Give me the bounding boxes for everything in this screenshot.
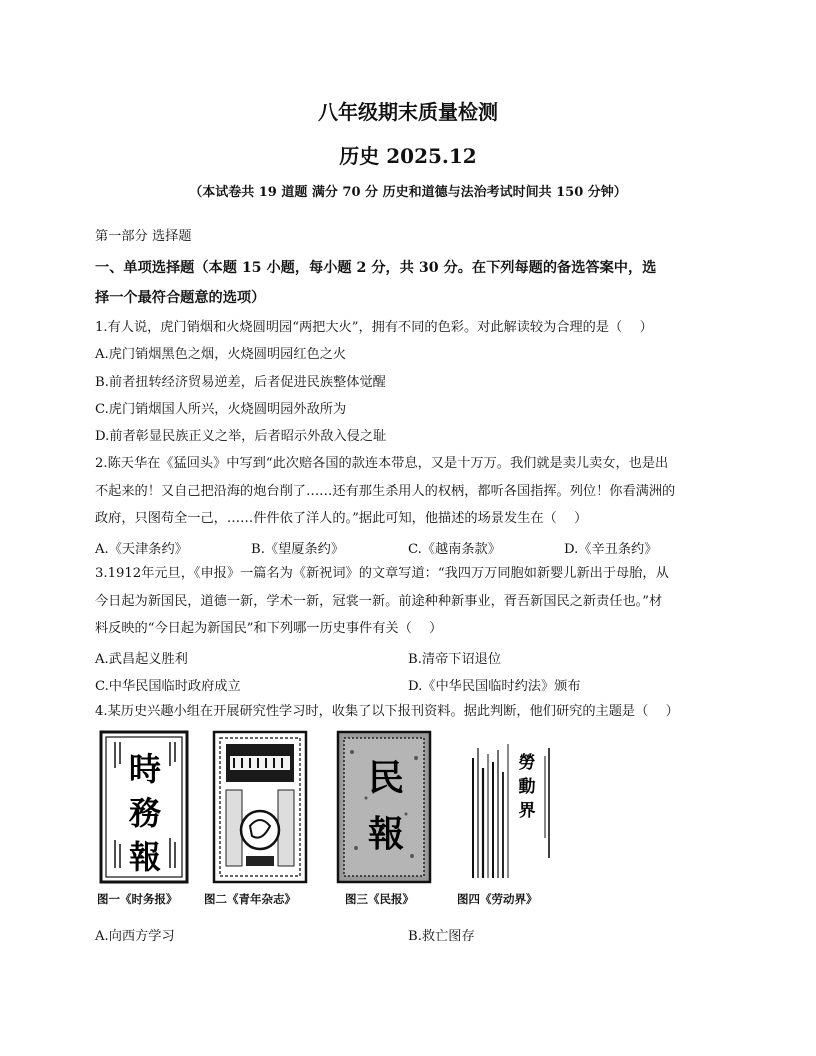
figure3-caption: 图三《民报》 xyxy=(345,892,414,906)
exam-subject: 历史 2025.12 xyxy=(339,144,477,168)
q3-stem-line1: 3.1912年元旦，《申报》一篇名为《新祝词》的文章写道：“我四万万同胞如新婴儿新出于母胎，从 xyxy=(95,566,669,581)
q1-option-c: C.虎门销烟国人所兴，火烧圆明园外敌所为 xyxy=(95,402,347,417)
minbao-cover-image xyxy=(336,728,432,888)
q1-stem: 1.有人说，虎门销烟和火烧圆明园“两把大火”，拥有不同的色彩。对此解读较为合理的是（ ） xyxy=(95,320,653,335)
figure-shiwubao xyxy=(99,728,191,892)
minbao-char-2: 報 xyxy=(367,813,405,855)
exam-note: （本试卷共 19 道题 满分 70 分 历史和道德与法治考试时间共 150 分钟） xyxy=(189,185,627,200)
q2-stem-line1: 2.陈天华在《猛回头》中写到“此次赔各国的款连本带息，又是十万万。我们就是卖儿卖女，也是出 xyxy=(95,456,669,471)
q4-figures xyxy=(95,728,575,918)
shiwubao-char-1: 時 xyxy=(128,750,162,788)
figure-minbao xyxy=(336,728,432,892)
laodongjie-char-3: 界 xyxy=(518,801,536,821)
minbao-char-1: 民 xyxy=(367,757,405,799)
part-label: 第一部分 选择题 xyxy=(95,229,192,244)
exam-title: 八年级期末质量检测 xyxy=(318,100,498,124)
q2-option-b: B.《望厦条约》 xyxy=(251,542,345,557)
q2-stem-line2: 不起来的！又自己把沿海的炮台削了……还有那生杀用人的权柄，都听各国指挥。列位！你看满洲的 xyxy=(95,484,676,499)
figure-laodongjie xyxy=(461,728,557,892)
q3-stem-line3: 料反映的“今日起为新国民”和下列哪一历史事件有关（ ） xyxy=(95,621,443,636)
shiwubao-char-2: 務 xyxy=(128,794,162,832)
laodongjie-char-2: 動 xyxy=(518,777,536,797)
q1-option-b: B.前者扭转经济贸易逆差，后者促进民族整体觉醒 xyxy=(95,375,386,390)
figure2-caption: 图二《青年杂志》 xyxy=(204,892,296,906)
q4-option-a: A.向西方学习 xyxy=(95,929,175,944)
figure1-caption: 图一《时务报》 xyxy=(97,892,178,906)
laodongjie-cover-image xyxy=(461,728,557,888)
q2-option-d: D.《辛丑条约》 xyxy=(564,542,658,557)
shiwubao-cover-image xyxy=(99,728,191,888)
q2-option-c: C.《越南条款》 xyxy=(408,542,501,557)
figure4-caption: 图四《劳动界》 xyxy=(457,892,538,906)
shiwubao-char-3: 報 xyxy=(128,838,162,876)
section-heading-line1: 一、单项选择题（本题 15 小题，每小题 2 分，共 30 分。在下列每题的备选答案中，选 xyxy=(95,260,657,276)
q4-option-b: B.救亡图存 xyxy=(408,929,475,944)
q1-option-d: D.前者彰显民族正义之举，后者昭示外敌入侵之耻 xyxy=(95,429,387,444)
q3-option-c: C.中华民国临时政府成立 xyxy=(95,679,241,694)
qingnian-cover-image xyxy=(212,728,308,888)
q3-option-a: A.武昌起义胜利 xyxy=(95,652,188,667)
q1-option-a: A.虎门销烟黑色之烟，火烧圆明园红色之火 xyxy=(95,347,347,362)
q3-option-d: D.《中华民国临时约法》颁布 xyxy=(408,679,581,694)
figure-qingnianzazhi xyxy=(212,728,308,892)
q4-stem: 4.某历史兴趣小组在开展研究性学习时，收集了以下报刊资料。据此判断，他们研究的主题是（ ） xyxy=(95,704,679,719)
q2-option-a: A.《天津条约》 xyxy=(95,542,188,557)
q3-option-b: B.清帝下诏退位 xyxy=(408,652,502,667)
q3-stem-line2: 今日起为新国民，道德一新，学术一新，冠裳一新。前途种种新事业，胥吾新国民之新责任也。”材 xyxy=(95,594,663,609)
q2-stem-line3: 政府，只图苟全一己，……件件依了洋人的。”据此可知，他描述的场景发生在（ ） xyxy=(95,511,588,526)
laodongjie-char-1: 勞 xyxy=(518,753,536,773)
section-heading-line2: 择一个最符合题意的选项） xyxy=(95,290,266,306)
